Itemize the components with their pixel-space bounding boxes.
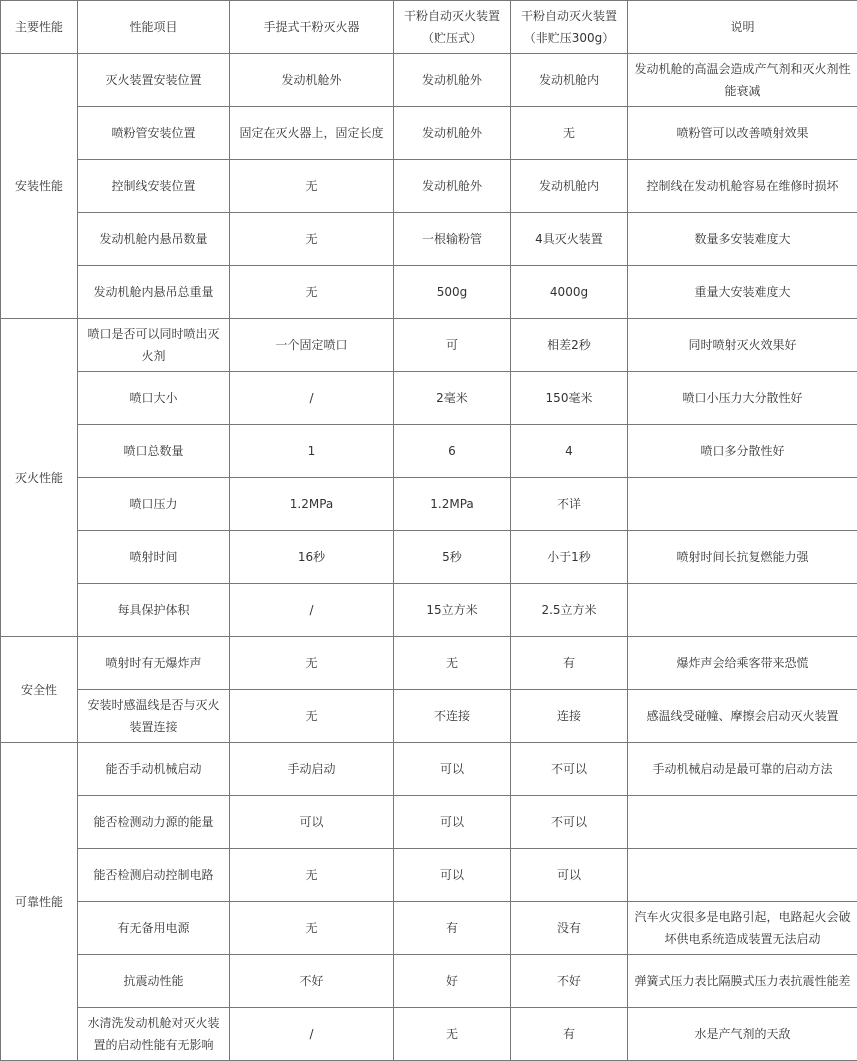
- cell-portable: [230, 743, 394, 796]
- cell-item-text: 能否手动机械启动: [105, 762, 202, 776]
- cell-nonstored: [511, 690, 628, 743]
- cell-portable-text: /: [309, 603, 314, 617]
- cell-portable: [230, 266, 394, 319]
- cell-portable-text: 可以: [299, 815, 324, 829]
- table-row: [1, 902, 857, 955]
- cell-stored: [394, 584, 511, 637]
- cell-portable-text: 1: [307, 444, 316, 458]
- category-cell: 可靠性能: [1, 743, 78, 1061]
- cell-stored: [394, 849, 511, 902]
- cell-stored: [394, 107, 511, 160]
- cell-stored-text: 15立方米: [426, 603, 478, 617]
- header-row: [1, 1, 857, 54]
- cell-stored-text: 发动机舱外: [421, 126, 482, 140]
- cell-note-text: 数量多安装难度大: [694, 232, 791, 246]
- cell-nonstored: [511, 584, 628, 637]
- cell-nonstored-text: 发动机舱内: [538, 179, 599, 193]
- cell-item-text: 灭火装置安装位置: [105, 73, 202, 87]
- cell-item-text: 能否检测启动控制电路: [93, 868, 214, 882]
- cell-note-text: 感温线受碰幢、摩擦会启动灭火装置: [646, 709, 839, 723]
- cell-stored: [394, 54, 511, 107]
- cell-stored-text: 发动机舱外: [421, 179, 482, 193]
- cell-portable-text: 无: [305, 656, 318, 670]
- cell-nonstored: [511, 531, 628, 584]
- cell-nonstored-text: 相差2秒: [547, 338, 591, 352]
- cell-item: [78, 107, 230, 160]
- cell-nonstored: [511, 955, 628, 1008]
- cell-portable-text: 无: [305, 868, 318, 882]
- header-nonstored-line1: 干粉自动灭火装置: [520, 9, 617, 23]
- table-row: [1, 319, 857, 372]
- cell-portable: [230, 690, 394, 743]
- cell-note-text: 喷口多分散性好: [700, 444, 785, 458]
- cell-stored-text: 500g: [436, 285, 468, 299]
- cell-nonstored: [511, 54, 628, 107]
- cell-note-text: 控制线在发动机舱容易在维修时损坏: [646, 179, 839, 193]
- cell-note: [628, 213, 857, 266]
- cell-stored: [394, 531, 511, 584]
- cell-item: [78, 690, 230, 743]
- cell-nonstored-text: 连接: [556, 709, 581, 723]
- cell-portable: [230, 107, 394, 160]
- cell-item-text: 每具保护体积: [117, 603, 190, 617]
- cell-portable-text: 手动启动: [287, 762, 336, 776]
- cell-stored-text: 一根输粉管: [421, 232, 482, 246]
- category-cell: 安全性: [1, 637, 78, 743]
- cell-note: [628, 54, 857, 107]
- header-non-stored-device: [511, 1, 628, 54]
- cell-stored-text: 可以: [439, 868, 464, 882]
- cell-note: [628, 107, 857, 160]
- cell-portable-text: 无: [305, 285, 318, 299]
- cell-item: [78, 213, 230, 266]
- cell-nonstored: [511, 796, 628, 849]
- cell-nonstored-text: 150毫米: [545, 391, 593, 405]
- header-nonstored-line2: （非贮压300g）: [523, 31, 615, 45]
- cell-item: [78, 531, 230, 584]
- cell-item-text: 水清洗发动机舱对灭火装置的启动性能有无影响: [87, 1016, 220, 1052]
- cell-stored: [394, 319, 511, 372]
- cell-item: [78, 372, 230, 425]
- cell-portable-text: 16秒: [297, 550, 326, 564]
- cell-item: [78, 902, 230, 955]
- cell-note-text: 喷射时间长抗复燃能力强: [676, 550, 809, 564]
- cell-note: [628, 955, 857, 1008]
- table-row: [1, 425, 857, 478]
- cell-portable-text: 发动机舱外: [281, 73, 342, 87]
- cell-nonstored: [511, 1008, 628, 1061]
- cell-nonstored: [511, 213, 628, 266]
- cell-item-text: 喷口是否可以同时喷出灭火剂: [87, 327, 220, 363]
- cell-item-text: 控制线安装位置: [111, 179, 196, 193]
- cell-stored-text: 好: [445, 974, 458, 988]
- cell-item: [78, 796, 230, 849]
- table-row: [1, 955, 857, 1008]
- cell-portable-text: /: [309, 1027, 314, 1041]
- cell-note-text: 爆炸声会给乘客带来恐慌: [676, 656, 809, 670]
- cell-nonstored-text: 发动机舱内: [538, 73, 599, 87]
- cell-stored-text: 可以: [439, 815, 464, 829]
- header-stored-line1: 干粉自动灭火装置: [403, 9, 500, 23]
- cell-portable-text: 无: [305, 709, 318, 723]
- table-row: [1, 266, 857, 319]
- cell-nonstored-text: 有: [562, 656, 575, 670]
- cell-item: [78, 849, 230, 902]
- cell-note: [628, 796, 857, 849]
- cell-portable: [230, 796, 394, 849]
- cell-stored: [394, 372, 511, 425]
- cell-stored-text: 6: [448, 444, 456, 458]
- cell-stored-text: 1.2MPa: [430, 497, 474, 511]
- cell-stored: [394, 266, 511, 319]
- cell-item: [78, 584, 230, 637]
- cell-note: [628, 266, 857, 319]
- cell-portable: [230, 1008, 394, 1061]
- cell-note: [628, 478, 857, 531]
- cell-item: [78, 743, 230, 796]
- cell-nonstored-text: 没有: [556, 921, 581, 935]
- cell-portable: [230, 478, 394, 531]
- cell-note: [628, 160, 857, 213]
- cell-portable: [230, 902, 394, 955]
- cell-note: [628, 425, 857, 478]
- cell-stored-text: 2毫米: [436, 391, 468, 405]
- table-row: [1, 1008, 857, 1061]
- cell-item-text: 能否检测动力源的能量: [93, 815, 214, 829]
- cell-item-text: 抗震动性能: [123, 974, 184, 988]
- cell-note: [628, 690, 857, 743]
- cell-stored-text: 可: [445, 338, 458, 352]
- cell-note: [628, 743, 857, 796]
- cell-portable: [230, 637, 394, 690]
- cell-nonstored: [511, 637, 628, 690]
- cell-note: [628, 319, 857, 372]
- cell-item: [78, 266, 230, 319]
- cell-stored: [394, 796, 511, 849]
- cell-item-text: 喷口总数量: [123, 444, 184, 458]
- cell-note: [628, 1008, 857, 1061]
- cell-portable: [230, 584, 394, 637]
- cell-item-text: 喷口压力: [129, 497, 178, 511]
- header-performance-item: 性能项目: [78, 1, 230, 54]
- cell-portable: [230, 319, 394, 372]
- cell-nonstored-text: 可以: [556, 868, 581, 882]
- cell-item-text: 安装时感温线是否与灭火装置连接: [87, 698, 220, 734]
- cell-stored: [394, 690, 511, 743]
- table-row: [1, 584, 857, 637]
- cell-nonstored: [511, 478, 628, 531]
- cell-nonstored-text: 无: [562, 126, 575, 140]
- table-row: [1, 160, 857, 213]
- cell-stored-text: 不连接: [433, 709, 470, 723]
- cell-stored-text: 无: [445, 1027, 458, 1041]
- header-stored-line2: （贮压式）: [421, 31, 482, 45]
- cell-note-text: 喷口小压力大分散性好: [682, 391, 803, 405]
- cell-portable-text: /: [309, 391, 314, 405]
- cell-portable: [230, 372, 394, 425]
- cell-item-text: 发动机舱内悬吊总重量: [93, 285, 214, 299]
- cell-nonstored-text: 4具灭火装置: [535, 232, 603, 246]
- table-row: [1, 107, 857, 160]
- cell-nonstored: [511, 425, 628, 478]
- cell-nonstored-text: 不可以: [550, 815, 587, 829]
- cell-item: [78, 637, 230, 690]
- cell-item-text: 喷粉管安装位置: [111, 126, 196, 140]
- table-row: [1, 637, 857, 690]
- table-row: [1, 478, 857, 531]
- cell-portable-text: 无: [305, 179, 318, 193]
- cell-stored-text: 有: [445, 921, 458, 935]
- cell-portable: [230, 955, 394, 1008]
- cell-nonstored-text: 4: [565, 444, 573, 458]
- cell-item-text: 喷口大小: [129, 391, 178, 405]
- cell-nonstored: [511, 372, 628, 425]
- table-row: [1, 531, 857, 584]
- cell-nonstored: [511, 266, 628, 319]
- table-row: [1, 213, 857, 266]
- cell-nonstored: [511, 743, 628, 796]
- cell-note: [628, 372, 857, 425]
- cell-note-text: 手动机械启动是最可靠的启动方法: [652, 762, 833, 776]
- cell-nonstored-text: 不可以: [550, 762, 587, 776]
- cell-stored-text: 无: [445, 656, 458, 670]
- table-row: [1, 372, 857, 425]
- cell-stored: [394, 955, 511, 1008]
- cell-nonstored-text: 有: [562, 1027, 575, 1041]
- table-row: [1, 849, 857, 902]
- cell-note-text: 水是产气剂的天敌: [694, 1027, 791, 1041]
- cell-stored: [394, 902, 511, 955]
- cell-note-text: 发动机舱的高温会造成产气剂和灭火剂性能衰减: [634, 62, 851, 98]
- cell-stored: [394, 1008, 511, 1061]
- cell-stored: [394, 425, 511, 478]
- cell-nonstored: [511, 902, 628, 955]
- cell-stored: [394, 160, 511, 213]
- cell-stored-text: 发动机舱外: [421, 73, 482, 87]
- cell-portable-text: 1.2MPa: [289, 497, 334, 511]
- cell-nonstored: [511, 107, 628, 160]
- cell-item: [78, 955, 230, 1008]
- cell-note-text: 同时喷射灭火效果好: [688, 338, 797, 352]
- table-row: [1, 743, 857, 796]
- cell-portable: [230, 160, 394, 213]
- cell-note: [628, 531, 857, 584]
- category-cell: 安装性能: [1, 54, 78, 319]
- category-cell: 灭火性能: [1, 319, 78, 637]
- cell-item: [78, 478, 230, 531]
- cell-item: [78, 319, 230, 372]
- cell-portable-text: 无: [305, 921, 318, 935]
- cell-note-text: 重量大安装难度大: [694, 285, 791, 299]
- cell-item-text: 发动机舱内悬吊数量: [99, 232, 208, 246]
- cell-note: [628, 902, 857, 955]
- cell-stored: [394, 743, 511, 796]
- cell-nonstored-text: 不详: [556, 497, 581, 511]
- cell-portable-text: 不好: [299, 974, 324, 988]
- cell-portable: [230, 213, 394, 266]
- cell-stored: [394, 478, 511, 531]
- cell-note-text: 汽车火灾很多是电路引起，电路起火会破坏供电系统造成装置无法启动: [634, 910, 851, 946]
- cell-item-text: 喷射时间: [129, 550, 178, 564]
- cell-stored-text: 可以: [439, 762, 464, 776]
- cell-portable: [230, 531, 394, 584]
- table-row: [1, 54, 857, 107]
- cell-note-text: 喷粉管可以改善喷射效果: [676, 126, 809, 140]
- table-row: [1, 690, 857, 743]
- cell-item: [78, 425, 230, 478]
- cell-note: [628, 849, 857, 902]
- cell-nonstored-text: 4000g: [549, 285, 589, 299]
- cell-portable-text: 一个固定喷口: [275, 338, 348, 352]
- cell-portable-text: 固定在灭火器上，固定长度: [239, 126, 384, 140]
- cell-portable: [230, 849, 394, 902]
- cell-item-text: 喷射时有无爆炸声: [105, 656, 202, 670]
- cell-item: [78, 54, 230, 107]
- cell-stored: [394, 637, 511, 690]
- cell-nonstored-text: 不好: [556, 974, 581, 988]
- cell-note: [628, 584, 857, 637]
- cell-nonstored: [511, 319, 628, 372]
- cell-item: [78, 160, 230, 213]
- cell-stored: [394, 213, 511, 266]
- header-portable-extinguisher: 手提式干粉灭火器: [230, 1, 394, 54]
- cell-note-text: 弹簧式压力表比隔膜式压力表抗震性能差: [634, 974, 851, 988]
- header-notes: 说明: [628, 1, 857, 54]
- cell-portable: [230, 54, 394, 107]
- cell-note: [628, 637, 857, 690]
- table-row: [1, 796, 857, 849]
- cell-item: [78, 1008, 230, 1061]
- cell-portable-text: 无: [305, 232, 318, 246]
- cell-nonstored: [511, 849, 628, 902]
- cell-nonstored: [511, 160, 628, 213]
- cell-nonstored-text: 小于1秒: [547, 550, 591, 564]
- cell-item-text: 有无备用电源: [117, 921, 190, 935]
- cell-portable: [230, 425, 394, 478]
- cell-stored-text: 5秒: [442, 550, 462, 564]
- header-main-performance: 主要性能: [1, 1, 78, 54]
- header-stored-pressure-device: [394, 1, 511, 54]
- cell-nonstored-text: 2.5立方米: [541, 603, 597, 617]
